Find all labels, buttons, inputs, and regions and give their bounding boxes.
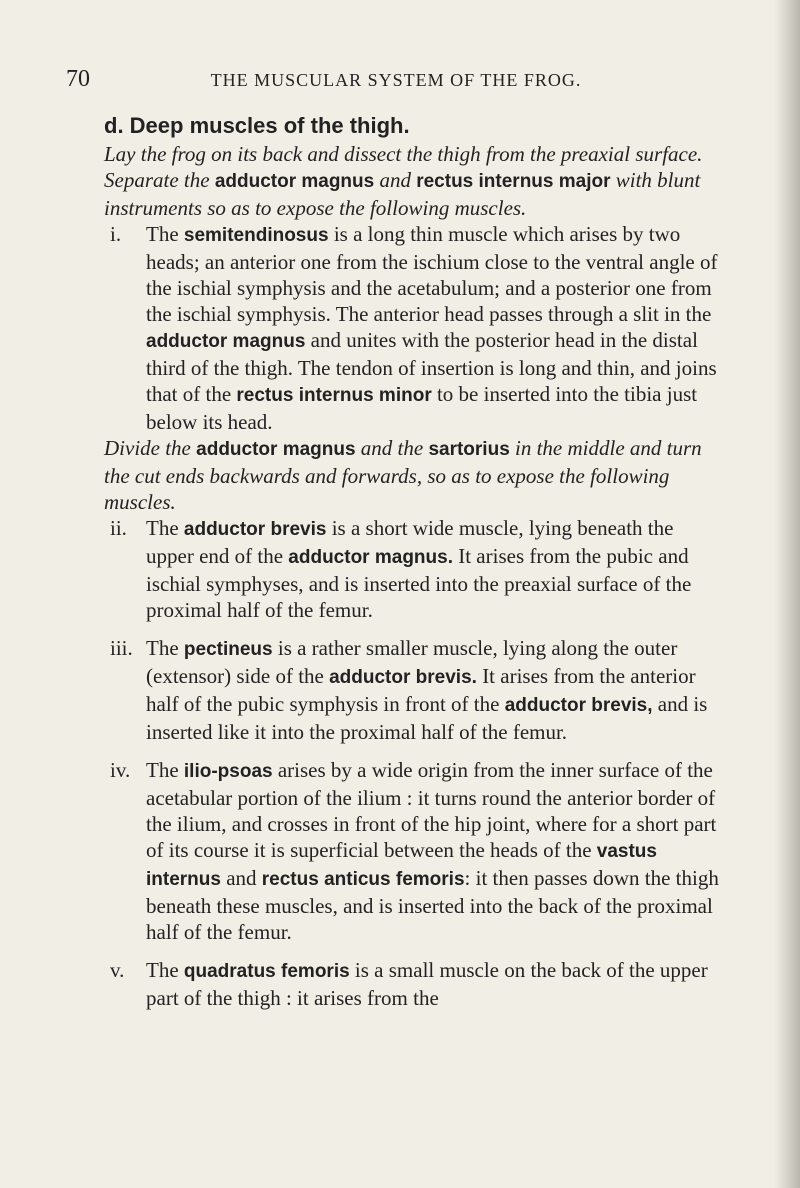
dissection-instruction: Divide the adductor magnus and the sartorius in the middle and turn the cut ends backwards and forwards, so as to expose the following muscles.: [104, 436, 702, 514]
muscle-name: semitendinosus: [183, 225, 329, 246]
muscle-name: sartorius: [428, 439, 510, 460]
muscle-name: rectus internus major: [416, 171, 611, 192]
page-edge-shadow: [774, 0, 800, 1188]
list-item: ii. The adductor brevis is a short wide muscle, lying beneath the upper end of the adductor magnus. It arises from the pubic and ischial symphyses, and is inserted into the preaxial surface of the proximal half of the femur.: [110, 516, 692, 622]
page-header: [66, 66, 726, 96]
muscle-name: adductor magnus: [214, 171, 375, 192]
item-number: iv.: [110, 758, 131, 782]
item-number: v.: [110, 958, 125, 982]
muscle-name: pectineus: [183, 639, 273, 660]
item-number: iii.: [110, 636, 133, 660]
muscle-name: adductor brevis: [183, 519, 327, 540]
muscle-name: adductor brevis,: [504, 695, 653, 716]
muscle-name: adductor magnus: [196, 439, 356, 460]
list-item: iii. The pectineus is a rather smaller muscle, lying along the outer (extensor) side of the adductor brevis. It arises from the anterior half of the pubic symphysis in front of the adductor brevis, and is inserted like it into the proximal half of the femur.: [110, 636, 708, 744]
page-body: [104, 113, 724, 1011]
muscle-name: ilio-psoas: [183, 761, 273, 782]
page-number: 70: [66, 66, 90, 92]
muscle-name: adductor magnus.: [288, 547, 453, 568]
muscle-name: rectus anticus femoris: [261, 869, 465, 890]
muscle-name: rectus internus minor: [236, 385, 432, 406]
muscle-name: adductor magnus: [146, 331, 306, 352]
running-title: THE MUSCULAR SYSTEM OF THE FROG.: [210, 70, 582, 90]
dissection-instruction: Lay the frog on its back and dissect the thigh from the preaxial surface. Separate the adductor magnus and rectus internus major with blunt instruments so as to expose the following muscles.: [104, 142, 703, 220]
item-number: ii.: [110, 516, 127, 540]
muscle-name: adductor brevis.: [329, 667, 477, 688]
list-item: v. The quadratus femoris is a small muscle on the back of the upper part of the thigh : it arises from the: [110, 958, 708, 1010]
muscle-name: vastus internus: [146, 841, 657, 890]
muscle-name: quadratus femoris: [183, 961, 350, 982]
list-item: iv. The ilio-psoas arises by a wide origin from the inner surface of the acetabular portion of the ilium : it turns round the anterior border of the ilium, and crosses in front of the hip joint, where for a short part of its course it is superficial between the heads of the vastus internus and rectus anticus femoris: it then passes down the thigh beneath these muscles, and is inserted into the back of the proximal half of the femur.: [110, 758, 719, 944]
section-heading: d. Deep muscles of the thigh.: [104, 113, 410, 138]
item-number: i.: [110, 222, 122, 246]
list-item: i. The semitendinosus is a long thin muscle which arises by two heads; an anterior one from the ischium close to the ventral angle of the ischial symphysis and the acetabulum; and a posterior one from the ischial symphysis. The anterior head passes through a slit in the adductor magnus and unites with the posterior head in the distal third of the thigh. The tendon of insertion is long and thin, and joins that of the rectus internus minor to be inserted into the tibia just below its head.: [110, 222, 718, 434]
